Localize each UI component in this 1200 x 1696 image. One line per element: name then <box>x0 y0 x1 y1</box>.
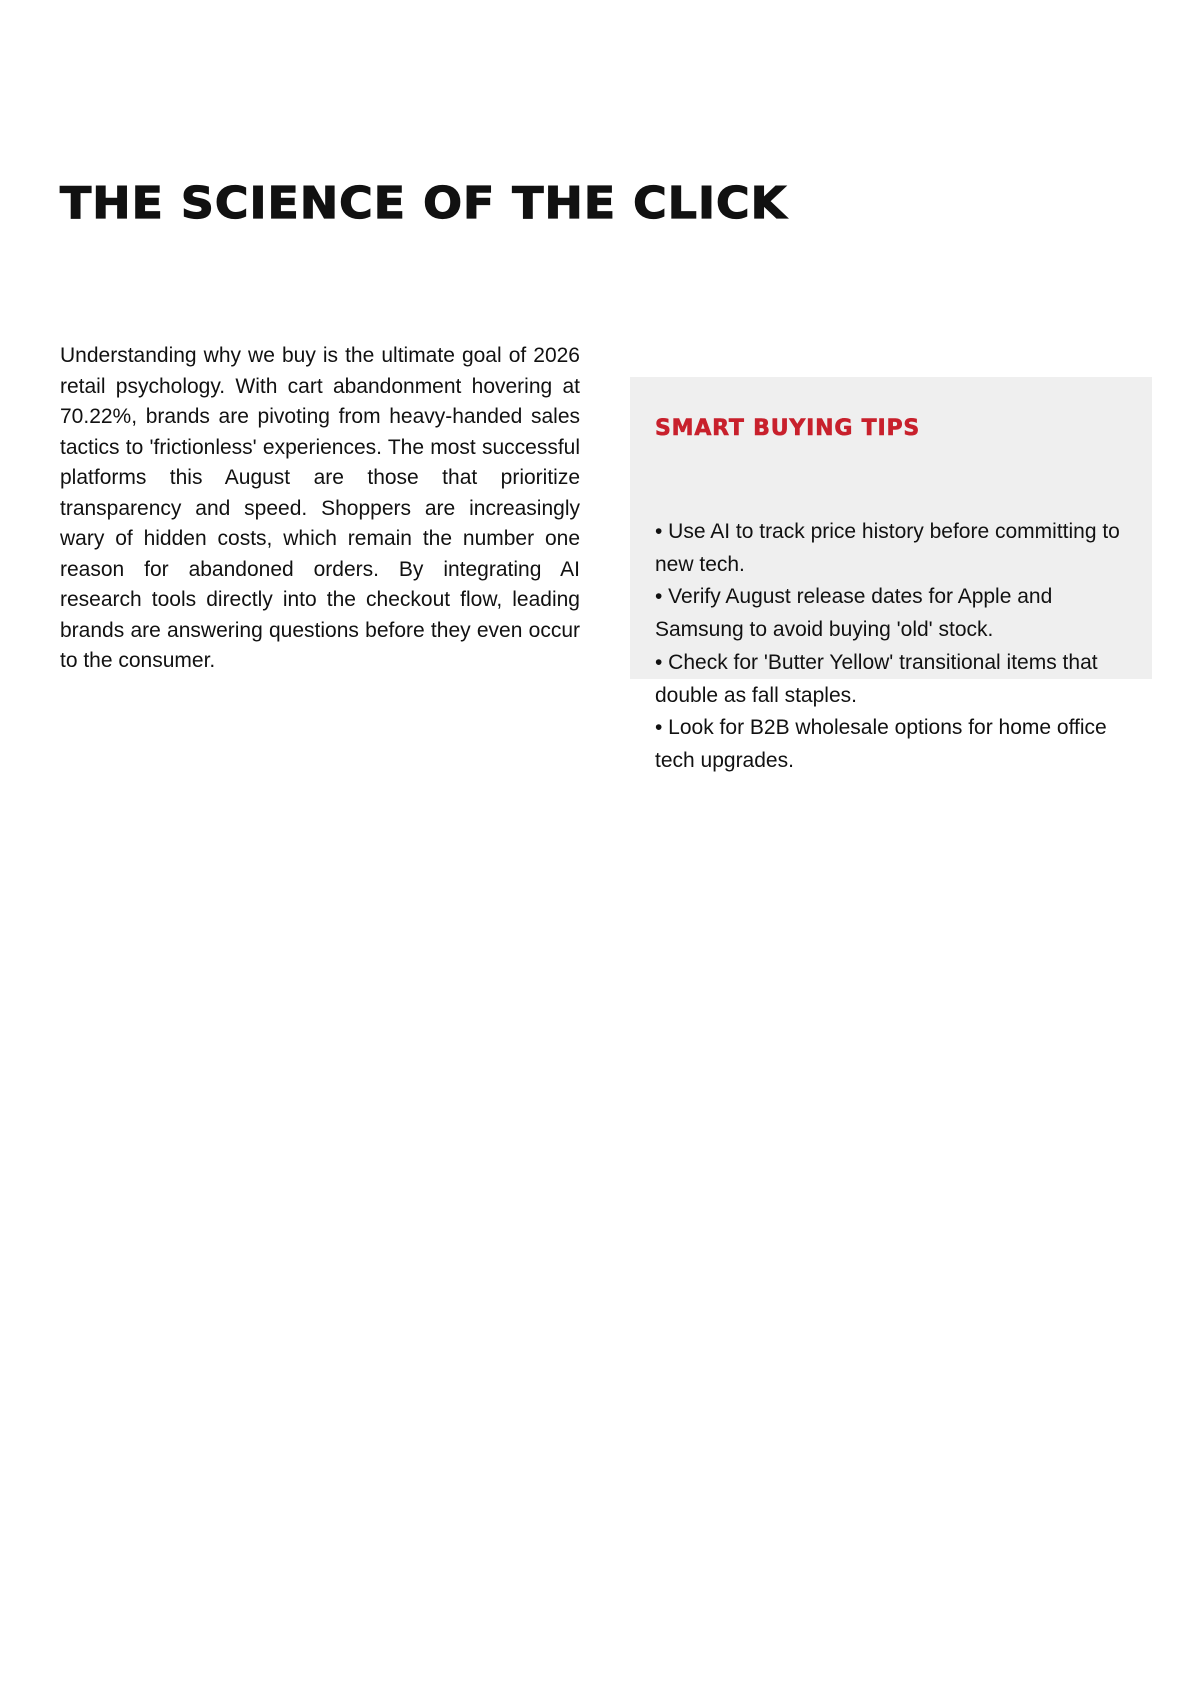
tips-heading: SMART BUYING TIPS <box>655 416 921 441</box>
tip-item-b2b-wholesale: • Look for B2B wholesale options for home office tech upgrades. <box>655 716 1107 772</box>
tips-list <box>655 516 1135 778</box>
page-title: THE SCIENCE OF THE CLICK <box>60 178 788 229</box>
tip-item-ai-price-history: • Use AI to track price history before committing to new tech. <box>655 520 1120 576</box>
article-body: Understanding why we buy is the ultimate goal of 2026 retail psychology. With cart abandonment hovering at 70.22%, brands are pivoting from heavy-handed sales tactics to 'frictionless' experiences. The most successful platforms this August are those that prioritize transparency and speed. Shoppers are increasingly wary of hidden costs, which remain the number one reason for abandoned orders. By integrating AI research tools directly into the checkout flow, leading brands are answering questions before they even occur to the consumer. <box>60 344 580 672</box>
tip-item-release-dates: • Verify August release dates for Apple and Samsung to avoid buying 'old' stock. <box>655 585 1053 642</box>
tip-item-butter-yellow: • Check for 'Butter Yellow' transitional items that double as fall staples. <box>655 650 1098 707</box>
